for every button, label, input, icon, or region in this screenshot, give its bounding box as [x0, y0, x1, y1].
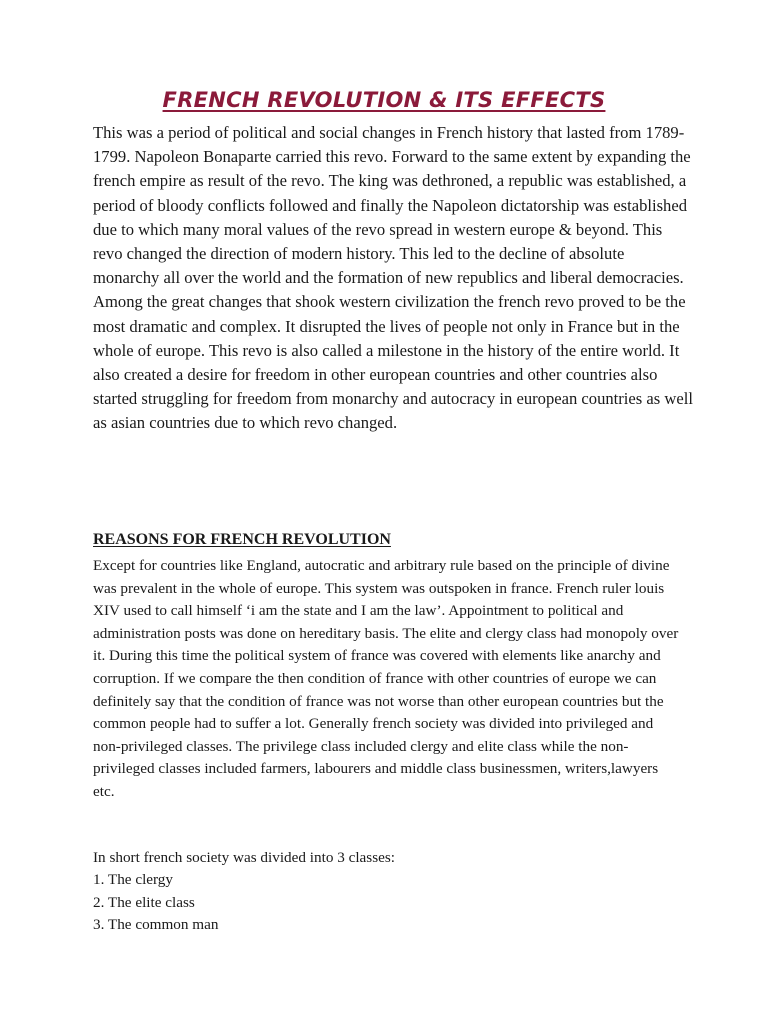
- intro-paragraph: This was a period of political and social changes in French history that lasted from 1789-1799. Napoleon Bonaparte carried this revo. Forward to the same extent by expanding the french empire as result of the revo. The king was dethroned, a republic was established, a period of bloody conflicts followed and finally the Napoleon dictatorship was established due to which many moral values of the revo spread in western europe & beyond. This revo changed the direction of modern history. This led to the decline of absolute monarchy all over the world and the formation of new republics and liberal democracies. Among the great changes that shook western civilization the french revo proved to be the most dramatic and complex. It disrupted the lives of people not only in France but in the whole of europe. This revo is also called a milestone in the history of the entire world. It also created a desire for freedom in other european countries and other countries also started struggling for freedom from monarchy and autocracy in european countries as well as asian countries due to which revo changed.: [93, 123, 693, 433]
- classes-intro-line: In short french society was divided into 3 classes:: [93, 849, 395, 866]
- section-heading-reasons: REASONS FOR FRENCH REVOLUTION: [93, 531, 391, 548]
- reasons-paragraph: Except for countries like England, autocratic and arbitrary rule based on the principle of divine was prevalent in the whole of europe. This system was outspoken in france. French ruler louis XIV used to call himself ‘i am the state and I am the law’. Appointment to political and administration posts was done on hereditary basis. The elite and clergy class had monopoly over it. During this time the political system of france was covered with elements like anarchy and corruption. If we compare the then condition of france with other countries of europe we can definitely say that the condition of france was not worse than other european countries but the common people had to suffer a lot. Generally french society was divided into privileged and non-privileged classes. The privilege class included clergy and elite class while the non-privileged classes included farmers, labourers and middle class businessmen, writers,lawyers etc.: [93, 557, 679, 800]
- document-title: FRENCH REVOLUTION & ITS EFFECTS: [162, 88, 606, 112]
- list-item: 1. The clergy: [93, 871, 173, 888]
- class-list: [93, 869, 218, 937]
- list-item: 2. The elite class: [93, 893, 195, 911]
- list-item: 3. The common man: [93, 916, 219, 934]
